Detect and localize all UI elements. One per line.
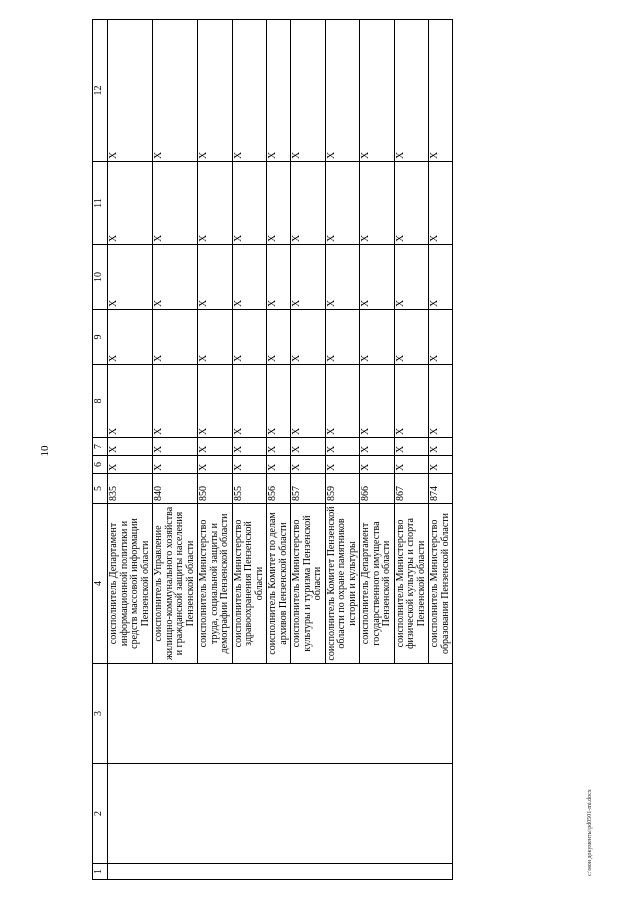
table-cell: X: [198, 438, 233, 456]
column-header: 12: [93, 20, 108, 162]
table-cell: X: [232, 438, 267, 456]
table-cell: соисполнитель Министерство труда, социальной защиты и демографии Пензенской области: [198, 504, 233, 664]
table-cell: X: [267, 162, 291, 245]
table-cell: X: [394, 365, 429, 438]
table-cell: X: [360, 20, 395, 162]
column-header: 7: [93, 438, 108, 456]
table-cell: 866: [360, 474, 395, 504]
table-cell: X: [291, 20, 326, 162]
table-cell: 855: [232, 474, 267, 504]
table-cell: соисполнитель Комитет Пензенской области по охране памятников истории и культуры: [325, 504, 360, 664]
table-cell: X: [291, 365, 326, 438]
table-cell: X: [267, 20, 291, 162]
table-cell: соисполнитель Управление жилищно-коммунального хозяйства и гражданской защиты населения Пензенской области: [153, 504, 198, 664]
table-cell: X: [108, 438, 153, 456]
column-header: 11: [93, 162, 108, 245]
table-cell: [108, 664, 453, 764]
footer-file-path: c:\мои документы\рd0501-mi.docx: [587, 789, 593, 876]
table-cell: X: [153, 162, 198, 245]
table-cell: X: [429, 438, 453, 456]
table-body: [108, 20, 453, 880]
table-row: [108, 20, 153, 880]
table-cell: X: [267, 456, 291, 474]
table-cell: X: [325, 245, 360, 310]
table-cell: X: [394, 162, 429, 245]
table-cell: X: [325, 438, 360, 456]
table-cell: X: [325, 456, 360, 474]
table-cell: X: [153, 310, 198, 365]
table-cell: X: [360, 456, 395, 474]
table-cell: X: [325, 162, 360, 245]
table-cell: X: [153, 365, 198, 438]
column-header: 4: [93, 504, 108, 664]
table-cell: 840: [153, 474, 198, 504]
table-cell: X: [153, 245, 198, 310]
table-cell: X: [429, 365, 453, 438]
table-cell: 850: [198, 474, 233, 504]
column-header: 3: [93, 664, 108, 764]
column-header: 9: [93, 310, 108, 365]
table-cell: 867: [394, 474, 429, 504]
column-header: 5: [93, 474, 108, 504]
table-cell: соисполнитель Министерство культуры и туризма Пензенской области: [291, 504, 326, 664]
table-cell: X: [291, 456, 326, 474]
column-header: 8: [93, 365, 108, 438]
table-cell: X: [198, 310, 233, 365]
table-cell: X: [429, 245, 453, 310]
header-row: [93, 20, 108, 880]
table-cell: 857: [291, 474, 326, 504]
table-cell: X: [429, 20, 453, 162]
page-number: 10: [39, 445, 51, 457]
table-cell: X: [394, 245, 429, 310]
table-cell: соисполнитель Министерство образования Пензенской области: [429, 504, 453, 664]
table-cell: соисполнитель Департамент государственного имущества Пензенской области: [360, 504, 395, 664]
column-header: 1: [93, 864, 108, 880]
budget-table: [92, 19, 453, 880]
table-cell: X: [198, 245, 233, 310]
table-cell: X: [153, 20, 198, 162]
table-cell: X: [325, 310, 360, 365]
table-cell: X: [394, 20, 429, 162]
table-cell: X: [267, 245, 291, 310]
table-cell: X: [394, 456, 429, 474]
table-cell: X: [360, 162, 395, 245]
table-cell: X: [360, 310, 395, 365]
table-cell: X: [291, 162, 326, 245]
table-cell: 856: [267, 474, 291, 504]
table-cell: X: [394, 438, 429, 456]
table-cell: 835: [108, 474, 153, 504]
table-cell: соисполнитель Департамент информационной политики и средств массовой информации Пензенской области: [108, 504, 153, 664]
table-cell: X: [232, 310, 267, 365]
table-cell: X: [108, 456, 153, 474]
table-cell: X: [360, 245, 395, 310]
table-cell: X: [325, 20, 360, 162]
table-cell: X: [232, 20, 267, 162]
table-cell: X: [108, 20, 153, 162]
table-cell: X: [267, 310, 291, 365]
table-cell: X: [198, 365, 233, 438]
table-cell: X: [291, 310, 326, 365]
table-cell: X: [232, 245, 267, 310]
table-cell: X: [108, 310, 153, 365]
table-cell: X: [325, 365, 360, 438]
table-cell: X: [198, 456, 233, 474]
table-cell: X: [153, 456, 198, 474]
table-cell: [108, 864, 453, 880]
table-cell: 859: [325, 474, 360, 504]
table-cell: X: [429, 456, 453, 474]
column-header: 6: [93, 456, 108, 474]
table-cell: X: [198, 20, 233, 162]
table-cell: X: [232, 365, 267, 438]
table-cell: X: [108, 365, 153, 438]
table-cell: соисполнитель Министерство здравоохранения Пензенской области: [232, 504, 267, 664]
table-cell: [108, 764, 453, 864]
table-cell: X: [360, 438, 395, 456]
table-cell: X: [232, 456, 267, 474]
table-cell: X: [429, 162, 453, 245]
rotated-table-container: [92, 20, 597, 880]
table-cell: X: [291, 438, 326, 456]
column-header: 10: [93, 245, 108, 310]
table-cell: X: [108, 245, 153, 310]
table-cell: соисполнитель Министерство физической культуры и спорта Пензенской области: [394, 504, 429, 664]
table-cell: X: [153, 438, 198, 456]
table-cell: X: [291, 245, 326, 310]
table-cell: X: [267, 365, 291, 438]
table-cell: 874: [429, 474, 453, 504]
table-cell: X: [198, 162, 233, 245]
table-cell: X: [232, 162, 267, 245]
table-cell: X: [267, 438, 291, 456]
column-header: 2: [93, 764, 108, 864]
table-cell: X: [360, 365, 395, 438]
table-cell: X: [108, 162, 153, 245]
table-cell: X: [394, 310, 429, 365]
table-cell: X: [429, 310, 453, 365]
table-cell: соисполнитель Комитет по делам архивов Пензенской области: [267, 504, 291, 664]
